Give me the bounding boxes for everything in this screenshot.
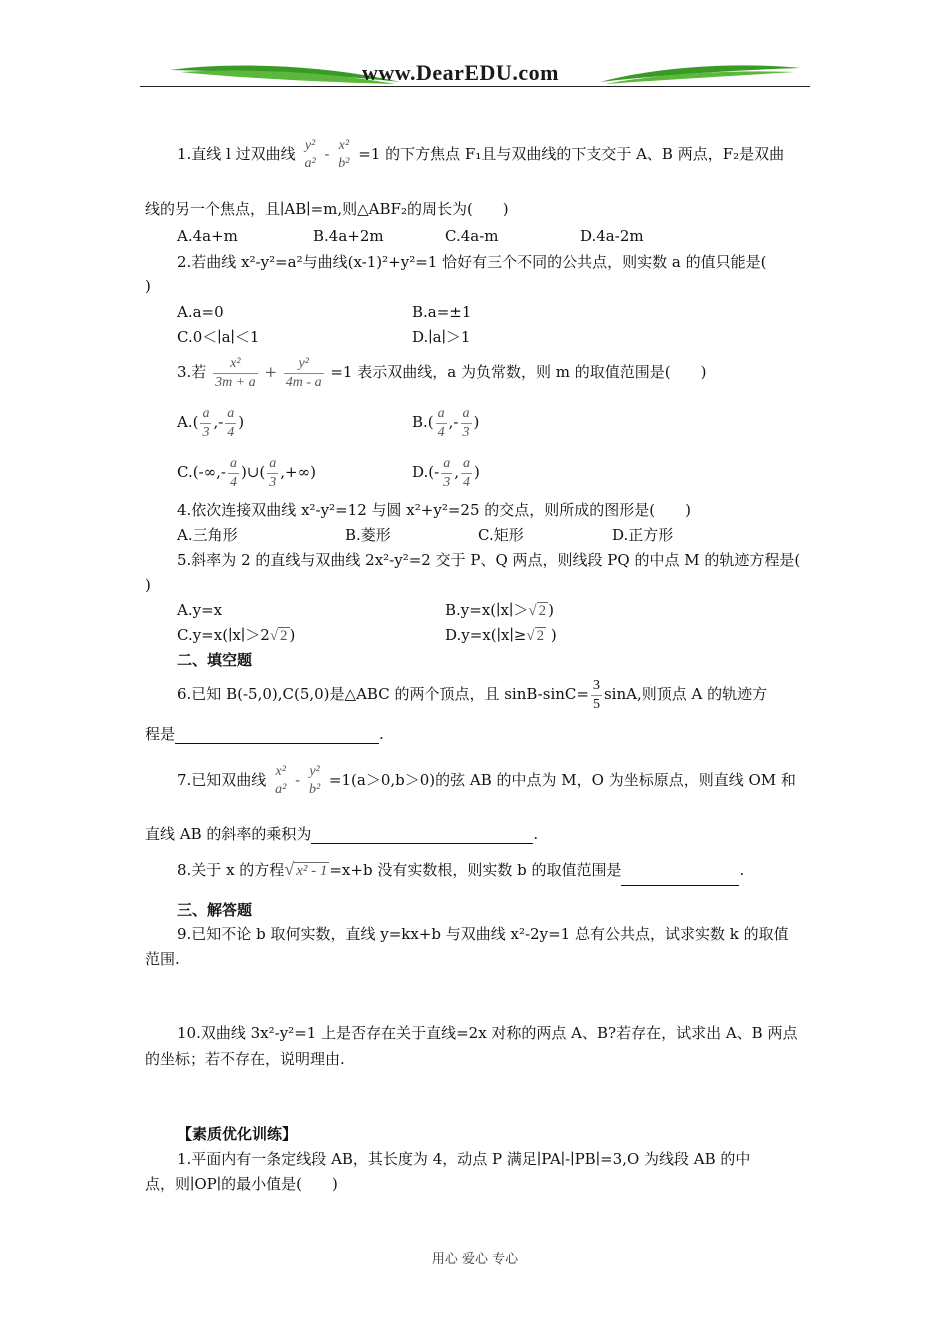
q4-option-b: B.菱形	[345, 526, 391, 544]
section-fill-in-heading: 二、填空题	[177, 651, 253, 669]
q10-line-2: 的坐标；若不存在，说明理由.	[145, 1050, 345, 1068]
q3-option-c: C.(-∞,- $\frac{a}{4}$ )∪( $\frac{a}{3}$ ,+∞)	[177, 455, 316, 490]
q5-line-2: )	[145, 576, 151, 594]
q2-option-b: B.a=±1	[412, 303, 472, 321]
q1-line-2: 线的另一个焦点，且∣AB∣=m,则△ABF₂的周长为( )	[145, 200, 509, 218]
q1-prefix: 1.直线 l 过双曲线	[177, 145, 296, 163]
question-5: 5.斜率为 2 的直线与双曲线 2x²-y²=2 交于 P、Q 两点，则线段 PQ 的中点 M 的轨迹方程是(	[177, 551, 801, 569]
question-7: 7.已知双曲线 x² a² - y² b² =1(a＞0,b＞0)的弦 AB 的中点为 M，O 为坐标原点，则直线 OM 和	[177, 764, 796, 797]
question-10: 10.双曲线 3x²-y²=1 上是否存在关于直线=2x 对称的两点 A、B?若存在，试求出 A、B 两点	[177, 1024, 798, 1042]
header-rule	[140, 86, 810, 87]
sqrt-icon: √ 2	[526, 628, 545, 644]
q1-option-d: D.4a-2m	[580, 227, 644, 245]
q1-fraction-2: x² b²	[338, 138, 350, 171]
q7-fraction-2: y² b²	[308, 764, 321, 797]
q1-option-c: C.4a-m	[445, 227, 499, 245]
question-3: 3.若 $\frac{\text{x²}}{3m + a}$ + $\frac{\text{y²}}{4m - a}$ =1 表示双曲线，a 为负常数，则 m 的取值范围是( )	[177, 355, 707, 390]
training-q1-line-2: 点，则∣OP∣的最小值是( )	[145, 1175, 338, 1193]
q5-option-c: C.y=x(∣x∣＞2√ 2 )	[177, 626, 296, 644]
question-6: 6.已知 B(-5,0),C(5,0)是△ABC 的两个顶点，且 sinB-sinC= $\frac{3}{5}$ sinA,则顶点 A 的轨迹方	[177, 677, 768, 712]
q7-line-2: 直线 AB 的斜率的乘积为 .	[145, 825, 539, 843]
q1-fraction-1: y² a²	[304, 138, 316, 171]
q3-option-b: B.( $\frac{a}{4}$ ,- $\frac{a}{3}$ )	[412, 405, 480, 440]
q5-option-b: B.y=x(∣x∣＞√ 2 )	[445, 601, 554, 619]
section-quality-training-heading: 【素质优化训练】	[177, 1125, 298, 1143]
q2-option-c: C.0＜∣a∣＜1	[177, 328, 260, 346]
question-1: 1.直线 l 过双曲线 y² a² - x² b² =1 的下方焦点 F₁且与双曲线的下支交于 A、B 两点，F₂是双曲	[177, 138, 785, 171]
question-4: 4.依次连接双曲线 x²-y²=12 与圆 x²+y²=25 的交点，则所成的图形是( )	[177, 501, 691, 519]
q3-option-d: D.(- $\frac{a}{3}$ , $\frac{a}{4}$ )	[412, 455, 480, 490]
q4-option-d: D.正方形	[612, 526, 674, 544]
q6-answer-blank[interactable]	[175, 729, 379, 744]
question-9: 9.已知不论 b 取何实数，直线 y=kx+b 与双曲线 x²-2y=1 总有公共点，试求实数 k 的取值	[177, 925, 789, 943]
q3-option-a: A.( $\frac{a}{3}$ ,- $\frac{a}{4}$ )	[177, 405, 245, 440]
question-8: 8.关于 x 的方程√ x² - 1 =x+b 没有实数根，则实数 b 的取值范围是 .	[177, 854, 744, 886]
q5-option-a: A.y=x	[177, 601, 223, 619]
training-question-1: 1.平面内有一条定线段 AB，其长度为 4，动点 P 满足∣PA∣-∣PB∣=3,O 为线段 AB 的中	[177, 1150, 751, 1168]
q4-option-a: A.三角形	[177, 526, 238, 544]
q1-option-b: B.4a+2m	[313, 227, 384, 245]
header-site-name: www.DearEDU.com	[362, 60, 559, 85]
q7-fraction-1: x² a²	[275, 764, 287, 797]
sqrt-icon: √ x² - 1	[284, 859, 328, 879]
sqrt-icon: √ 2	[269, 628, 288, 644]
q8-answer-blank[interactable]	[621, 871, 739, 886]
q2-option-a: A.a=0	[177, 303, 224, 321]
q1-option-a: A.4a+m	[177, 227, 238, 245]
q3-fraction-1: $\frac{\text{x²}}{3m + a}$	[215, 355, 256, 390]
q7-answer-blank[interactable]	[311, 829, 533, 844]
q1-text: =1 的下方焦点 F₁且与双曲线的下支交于 A、B 两点，F₂是双曲	[358, 145, 785, 163]
question-2: 2.若曲线 x²-y²=a²与曲线(x-1)²+y²=1 恰好有三个不同的公共点，则实数 a 的值只能是(	[177, 253, 767, 271]
q5-option-d: D.y=x(∣x∣≥√ 2 )	[445, 626, 557, 644]
page-footer: 用心 爱心 专心	[431, 1252, 519, 1267]
q2-line-2: )	[145, 277, 151, 295]
sqrt-icon: √ 2	[528, 603, 547, 619]
section-solve-heading: 三、解答题	[177, 901, 253, 919]
q3-fraction-2: $\frac{\text{y²}}{4m - a}$	[285, 355, 322, 390]
q9-line-2: 范围.	[145, 950, 180, 968]
q6-fraction: $\frac{3}{5}$	[592, 677, 600, 712]
q2-option-d: D.∣a∣＞1	[412, 328, 471, 346]
q4-option-c: C.矩形	[478, 526, 524, 544]
header-banner	[140, 58, 810, 92]
q6-line-2: 程是 .	[145, 725, 384, 743]
